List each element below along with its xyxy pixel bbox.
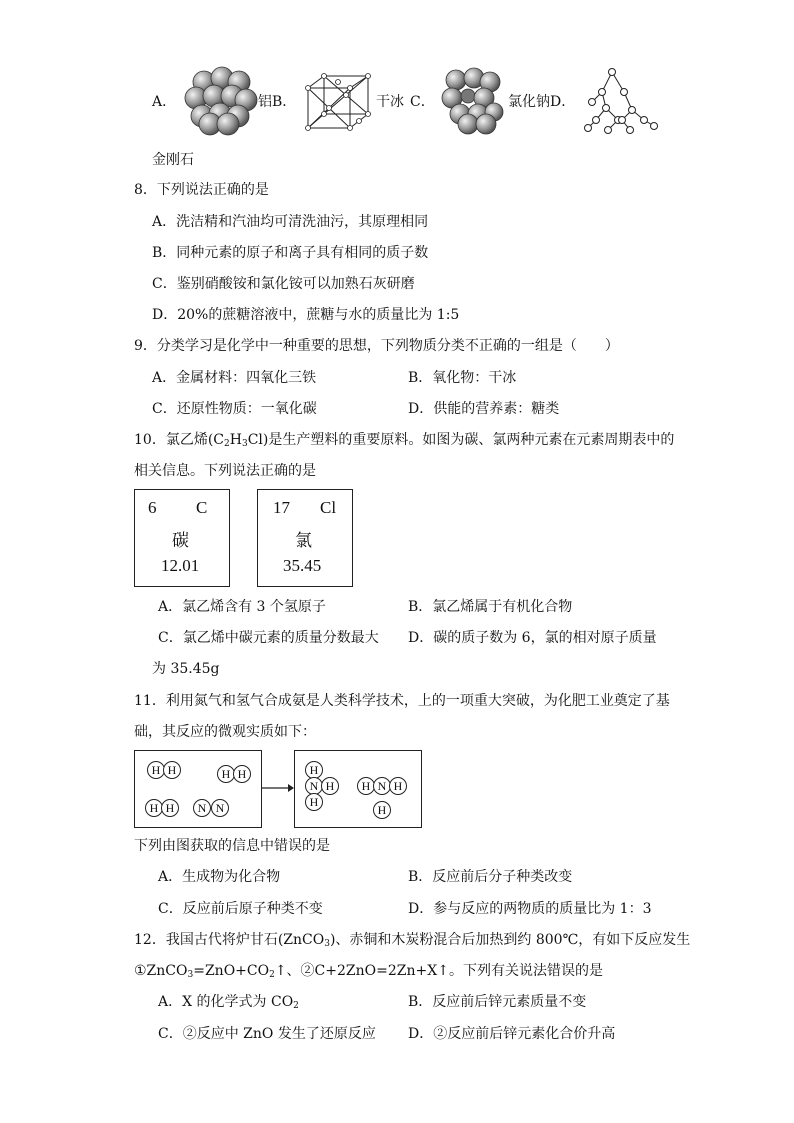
reaction-arrow-icon <box>262 782 294 794</box>
q10-option-c[interactable]: C．氯乙烯中碳元素的质量分数最大 <box>158 630 379 646</box>
diamond-structure-image <box>582 66 660 136</box>
q7-option-a-letter: A． <box>152 94 177 110</box>
q10-option-d-continued: 为 35.45g <box>152 661 220 677</box>
q9-stem: 9．分类学习是化学中一种重要的思想，下列物质分类不正确的一组是（ ） <box>134 338 619 354</box>
sodium-chloride-lattice-image <box>440 66 506 136</box>
nitrogen-atom: N <box>211 799 229 817</box>
q12-option-a[interactable]: A．X 的化学式为 $CO_2$ <box>158 994 299 1011</box>
q9-option-a[interactable]: A．金属材料：四氧化三铁 <box>152 370 317 386</box>
carbon-element-card <box>134 489 230 587</box>
q11-option-c[interactable]: C．反应前后原子种类不变 <box>158 901 323 917</box>
hydrogen-atom: H <box>357 777 375 795</box>
q9-option-c[interactable]: C．还原性物质：一氧化碳 <box>152 401 317 417</box>
reactants-box <box>134 750 262 828</box>
q7-option-d-letter: D． <box>550 94 576 110</box>
q12-option-b[interactable]: B．反应前后锌元素质量不变 <box>408 994 587 1010</box>
q11-prompt: 下列由图获取的信息中错误的是 <box>134 838 330 854</box>
hydrogen-atom: H <box>373 801 391 819</box>
nitrogen-atom: N <box>193 799 211 817</box>
hydrogen-atom: H <box>217 765 235 783</box>
carbon-symbol: C <box>196 498 208 517</box>
hydrogen-atom: H <box>145 799 163 817</box>
q10-stem-line2: 相关信息。下列说法正确的是 <box>134 463 316 479</box>
hydrogen-atom: H <box>305 761 323 779</box>
nitrogen-atom: N <box>305 777 323 795</box>
q8-option-d[interactable]: D．20%的蔗糖溶液中，蔗糖与水的质量比为 1:5 <box>152 307 460 323</box>
q12-option-d[interactable]: D．②反应前后锌元素化合价升高 <box>408 1026 616 1042</box>
hydrogen-atom: H <box>305 793 323 811</box>
q11-option-b[interactable]: B．反应前后分子种类改变 <box>408 869 573 885</box>
hydrogen-atom: H <box>389 777 407 795</box>
q10-option-b[interactable]: B．氯乙烯属于有机化合物 <box>408 599 573 615</box>
hydrogen-atom: H <box>147 761 165 779</box>
aluminum-lattice-image <box>182 66 258 136</box>
chlorine-atomic-number: 17 <box>273 498 290 517</box>
chlorine-name: 氯 <box>295 531 312 550</box>
dry-ice-lattice-image <box>302 70 374 132</box>
q7-option-a-label: 铝 <box>258 94 272 110</box>
q11-option-a[interactable]: A．生成物为化合物 <box>158 869 281 885</box>
q12-equations: $①ZnCO_3=ZnO+CO_2↑$、②C+2ZnO=2Zn+X↑。下列有关说法错误的是 <box>134 963 603 980</box>
q10-option-d[interactable]: D．碳的质子数为 6，氯的相对原子质量 <box>408 630 657 646</box>
q8-stem: 8．下列说法正确的是 <box>134 182 269 198</box>
q10-stem: 10．氯乙烯$(C_2H_3Cl)$是生产塑料的重要原料。如图为碳、氯两种元素在元素周期表中的 <box>134 432 675 449</box>
nitrogen-atom: N <box>373 777 391 795</box>
q12-option-c[interactable]: C．②反应中 ZnO 发生了还原反应 <box>158 1026 376 1042</box>
q9-option-b[interactable]: B．氧化物：干冰 <box>408 370 517 386</box>
chlorine-atomic-mass: 35.45 <box>283 556 322 575</box>
q12-stem: 12．我国古代将炉甘石(ZnCO$_3$)、赤铜和木炭粉混合后加热到约 800℃，有如下反应发生 <box>134 932 691 949</box>
q11-stem-line2: 础，其反应的微观实质如下： <box>134 724 316 740</box>
hydrogen-atom: H <box>321 777 339 795</box>
q9-option-d[interactable]: D．供能的营养素：糖类 <box>408 401 560 417</box>
q8-option-b[interactable]: B．同种元素的原子和离子具有相同的质子数 <box>152 245 429 261</box>
hydrogen-atom: H <box>233 765 251 783</box>
chlorine-element-card <box>257 489 353 587</box>
carbon-atomic-mass: 12.01 <box>161 556 200 575</box>
q7-option-b-label: 干冰 <box>376 94 404 110</box>
q11-stem: 11．利用氮气和氢气合成氨是人类科学技术，上的一项重大突破，为化肥工业奠定了基 <box>134 693 670 709</box>
q8-option-a[interactable]: A．洗洁精和汽油均可清洗油污，其原理相同 <box>152 214 429 230</box>
q7-option-d-label: 金刚石 <box>152 152 194 168</box>
q8-option-c[interactable]: C．鉴别硝酸铵和氯化铵可以加熟石灰研磨 <box>152 276 415 292</box>
carbon-name: 碳 <box>172 531 189 550</box>
hydrogen-atom: H <box>161 799 179 817</box>
chlorine-symbol: Cl <box>320 498 337 517</box>
q11-option-d[interactable]: D．参与反应的两物质的质量比为 1：3 <box>408 901 652 917</box>
carbon-atomic-number: 6 <box>148 498 157 517</box>
q7-option-b-letter: B． <box>272 94 297 110</box>
hydrogen-atom: H <box>163 761 181 779</box>
q10-option-a[interactable]: A．氯乙烯含有 3 个氢原子 <box>158 599 326 615</box>
q7-option-c-letter: C． <box>410 94 435 110</box>
q7-option-c-label: 氯化钠 <box>508 94 550 110</box>
products-box <box>294 750 422 828</box>
